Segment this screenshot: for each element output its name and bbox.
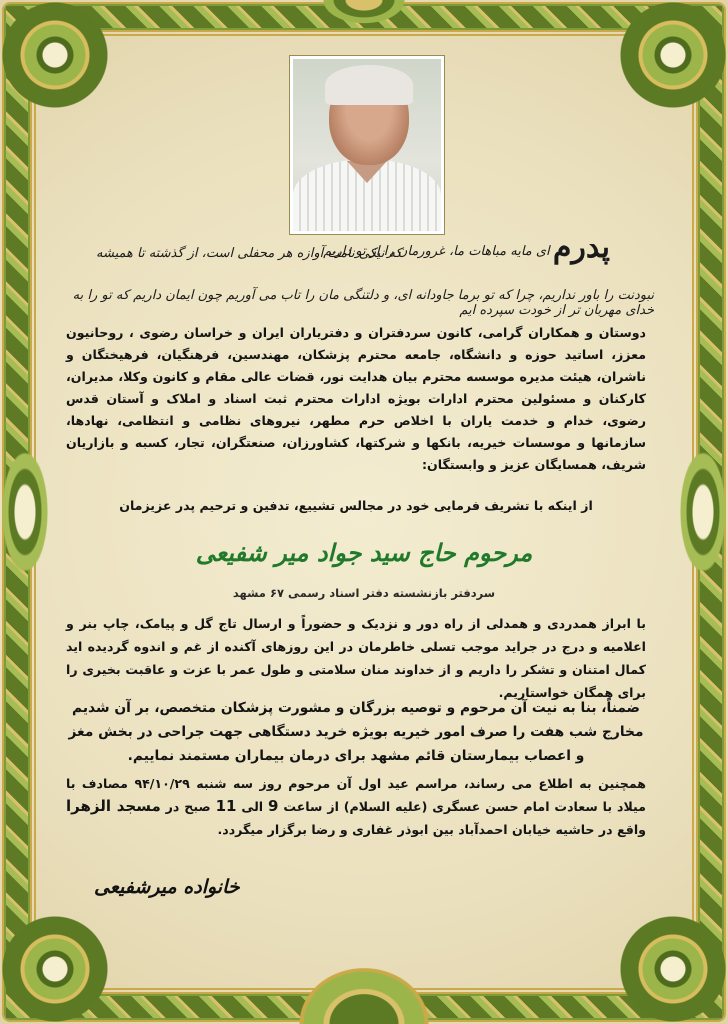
ceremony-text-c: صبح در [160, 799, 216, 814]
ceremony-text-b: الی [236, 799, 269, 814]
ceremony-hour-end: 11 [215, 797, 237, 815]
corner-ornament-top-left [0, 0, 110, 110]
poem-line-2: نبودنت را باور نداریم، چرا که تو برما جاودانه ای، و دلتنگی مان را تاب می آوریم چون ایمان داریم که تو را به خدای مهربان تر از خودت سپرده ایم [72, 288, 654, 318]
portrait-hair [325, 65, 413, 105]
portrait-photo [290, 56, 444, 234]
poem-line-1-right: ، ای مایه مباهات ما، غرورمان را از تو داریم [323, 244, 558, 259]
ceremony-text-a: همچنین به اطلاع می رساند، مراسم عید اول آن مرحوم روز سه شنبه ۹۴/۱۰/۲۹ مصادف با میلاد با سعادت امام حسن عسگری (علیه السلام) از ساعت [66, 776, 646, 814]
corner-ornament-top-right [618, 0, 728, 110]
ceremony-text-d: واقع در حاشیه خیابان احمدآباد بین ابوذر غفاری و رضا برگزار میگردد. [217, 822, 646, 837]
acknowledgement-paragraph: دوستان و همکاران گرامی، کانون سردفتران و دفتریاران ایران و خراسان رضوی ، روحانیون معزز، اساتید حوزه و دانشگاه، جامعه محترم پزشکان، مهندسین، فرهنگیان، فرهیختگان و ناشران، هیئت مدیره موسسه محترم بیان هدایت نور، قضات عالی مقام و کانون وکلا، مدیران، کارکنان و مسئولین محترم ادارات بویژه ادارات محترم ثبت اسناد و املاک و آستان قدس رضوی، خدام و خدمت یاران با اخلاص حرم مطهر، نیروهای نظامی و انتظامی، نهادها، سازمانها و موسسات خیریه، بانکها و شرکتها، کشاورزان، صنعتگران، تجار، کسبه و بازاریان شریف، همسایگان عزیز و وابستگان: [66, 325, 646, 472]
corner-ornament-bottom-right [618, 914, 728, 1024]
poem-title: پدرم [552, 230, 610, 265]
ceremony-place: مسجد الزهرا [66, 797, 161, 815]
bottom-ornament [260, 934, 468, 1024]
corner-ornament-bottom-left [0, 914, 110, 1024]
ceremony-hour-start: 9 [268, 797, 279, 815]
thanks-paragraph: با ابراز همدردی و همدلی از راه دور و نزدیک و حضوراً و ارسال تاج گل و پیامک، چاپ بنر و اعلامیه و درج در جراید موجب تسلی خاطرمان در این روزهای آکنده از غم و اندوه گردیده اید کمال امتنان و تشکر را داریم و از خداوند منان سلامتی و طول عمر با عزت و عاقبت بخیری را برای همگان خواستاریم. [66, 616, 646, 700]
deceased-name: مرحوم حاج سید جواد میر شفیعی [195, 538, 533, 567]
top-ornament [294, 0, 434, 40]
family-signature: خانواده میرشفیعی [94, 876, 240, 898]
charity-paragraph: ضمناً، بنا به نیت آن مرحوم و توصیه بزرگان و مشورت پزشکان متخصص، بر آن شدیم مخارج شب هفت را صرف امور خیریه بویژه خرید دستگاهی جهت جراحی در بخش مغز و اعصاب بیمارستان قائم مشهد برای درمان بیماران مستمند نماییم. [68, 700, 644, 764]
poem-line-1-left: که نیکی نامت آوازه هر محفلی است، از گذشته تا همیشه [96, 246, 402, 261]
acknowledgement-closing-line: از اینکه با تشریف فرمایی خود در مجالس تشییع، تدفین و ترحیم پدر عزیزمان [119, 498, 593, 513]
ceremony-paragraph [66, 772, 646, 841]
deceased-title: سردفتر بازنشسته دفتر اسناد رسمی ۶۷ مشهد [232, 586, 496, 600]
